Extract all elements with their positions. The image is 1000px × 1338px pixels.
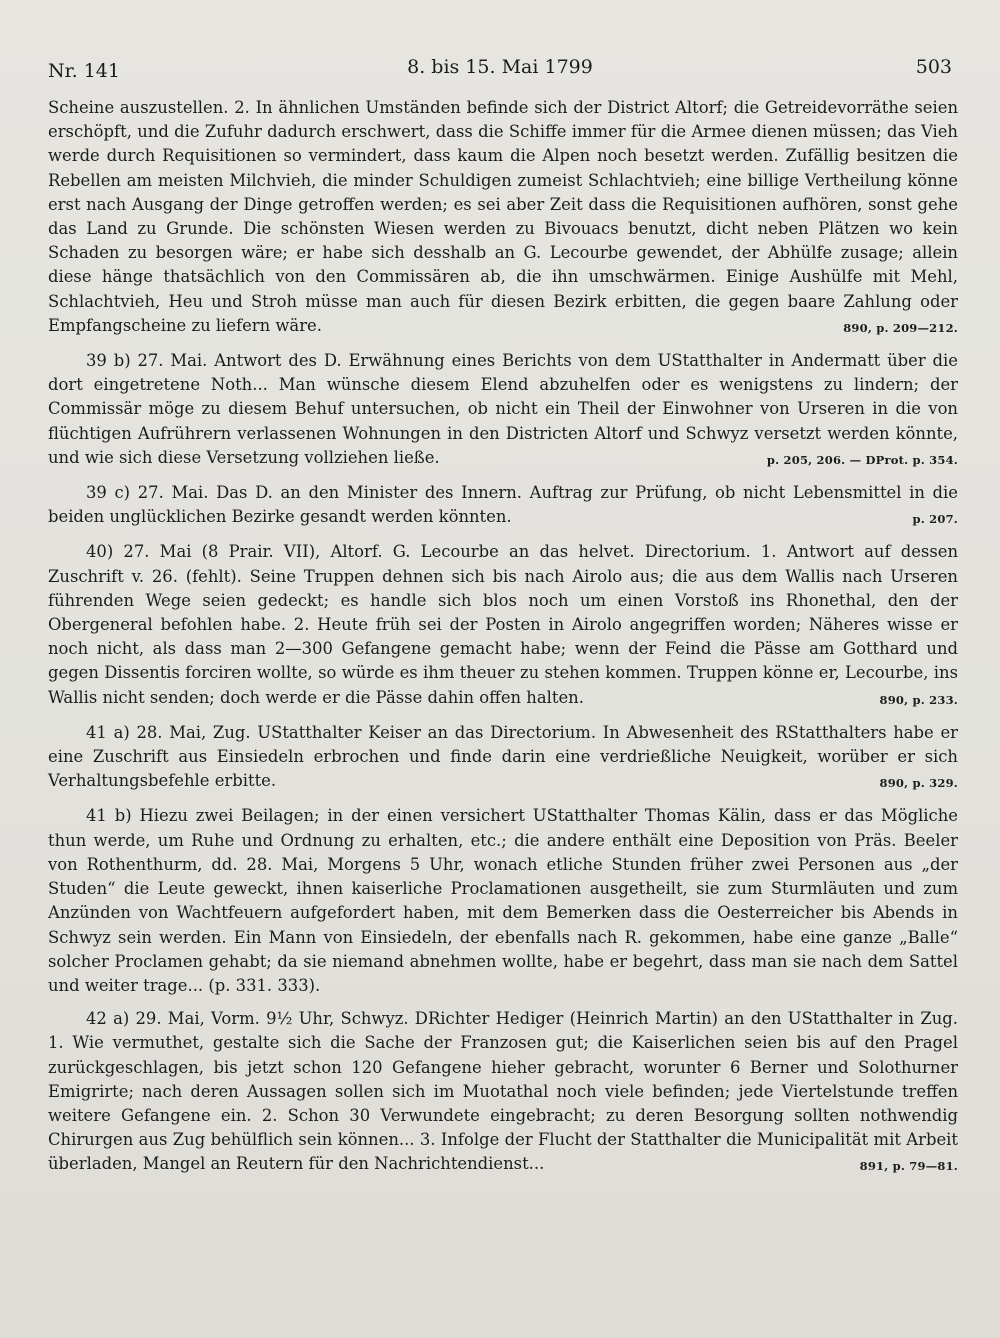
entry-42a: [48, 1007, 958, 1178]
source-reference: 890, p. 329.: [879, 776, 958, 791]
source-reference: p. 205, 206. — DProt. p. 354.: [766, 452, 958, 467]
running-header: [48, 56, 952, 86]
paragraph-text: Scheine auszustellen. 2. In ähnlichen Umständen befinde sich der District Altorf; die Getreidevorräthe seien erschöpft, und die Zufuhr dadurch erschwert, dass die Schiffe immer für die Armee dienen müssen; das Vieh werde durch Requisitionen so vermindert, dass kaum die Alpen noch besetzt werden. Zufällig besitzen die Rebellen am meisten Milchvieh, die minder Schuldigen zumeist Schlachtvieh; eine billige Vertheilung könne erst nach Ausgang der Dinge getroffen werden; es sei aber Zeit dass die Requisitionen aufhören, sonst gehe das Land zu Grunde. Die schönsten Wiesen werden zu Bivouacs benutzt, dicht neben Plätzen wo kein Schaden zu besorgen wäre; er habe sich desshalb an G. Lecourbe gewendet, der Abhülfe zusage; allein diese hänge thatsächlich von den Commissären ab, die ihn umschwärmen. Einige Aushülfe mit Mehl, Schlachtvieh, Heu und Stroh müsse man auch für diesen Bezirk erbitten, die gegen baare Zahlung oder Empfangscheine zu liefern wäre.: [48, 98, 958, 335]
entry-39b: [48, 349, 958, 472]
entry-41b: [48, 804, 958, 998]
document-number: Nr. 141: [48, 60, 120, 82]
paragraph-text: 41 b) Hiezu zwei Beilagen; in der einen versichert UStatthalter Thomas Kälin, dass er das Mögliche thun werde, um Ruhe und Ordnung zu erhalten, etc.; die andere enthält eine Deposition von Präs. Beeler von Rothenthurm, dd. 28. Mai, Morgens 5 Uhr, wonach etliche Stunden früher zwei Personen aus „der Studen“ die Leute geweckt, ihnen kaiserliche Proclamationen ausgetheilt, sie zum Sturmläuten und zum Anzünden von Wachtfeuern aufgefordert haben, mit dem Bemerken dass die Oesterreicher bis Abends in Schwyz sein werden. Ein Mann von Einsiedeln, der ebenfalls nach R. gekommen, habe eine ganze „Balle“ solcher Proclamen gehabt; da sie niemand abnehmen wollte, habe er begehrt, dass man sie nach dem Sattel und weiter trage... (p. 331. 333).: [48, 806, 958, 995]
entry-40: [48, 540, 958, 711]
paragraph-text: 39 c) 27. Mai. Das D. an den Minister des Innern. Auftrag zur Prüfung, ob nicht Lebensmittel in die beiden unglücklichen Bezirke gesandt werden könnten.: [48, 483, 958, 527]
paragraph-text: 39 b) 27. Mai. Antwort des D. Erwähnung eines Berichts von dem UStatthalter in Andermatt über die dort eingetretene Noth... Man wünsche diesem Elend abzuhelfen oder es wenigstens zu lindern; der Commissär möge zu diesem Behuf untersuchen, ob nicht ein Theil der Einwohner von Urseren in die von flüchtigen Aufrührern verlassenen Wohnungen in den Districten Altorf und Schwyz versetzt werden könnte, und wie sich diese Versetzung vollziehen ließe.: [48, 351, 958, 467]
source-reference: 891, p. 79—81.: [859, 1159, 958, 1174]
entry-39c: [48, 481, 958, 531]
entry-41a: [48, 721, 958, 796]
paragraph-text: 42 a) 29. Mai, Vorm. 9½ Uhr, Schwyz. DRichter Hediger (Heinrich Martin) an den UStatthalter in Zug. 1. Wie vermuthet, gestalte sich die Sache der Franzosen gut; die Kaiserlichen seien bis auf den Pragel zurückgeschlagen, bis jetzt schon 120 Gefangene hieher gebracht, worunter 6 Berner und Solothurner Emigrirte; nach deren Aussagen sollen sich im Muotathal noch viele befinden; jede Viertelstunde treffen weitere Gefangene ein. 2. Schon 30 Verwundete eingebracht; zu deren Besorgung sollten nothwendig Chirurgen aus Zug behülflich sein können... 3. Infolge der Flucht der Statthalter die Municipalität mit Arbeit überladen, Mangel an Reutern für den Nachrichtendienst...: [48, 1009, 958, 1174]
source-reference: 890, p. 209—212.: [843, 320, 958, 335]
date-range: 8. bis 15. Mai 1799: [407, 56, 593, 78]
paragraph-text: 41 a) 28. Mai, Zug. UStatthalter Keiser an das Directorium. In Abwesenheit des RStatthalters habe er eine Zuschrift aus Einsiedeln erbrochen und finde darin eine verdrießliche Neuigkeit, worüber er sich Verhaltungsbefehle erbitte.: [48, 722, 958, 791]
page-body: [48, 96, 958, 1188]
paragraph-text: 40) 27. Mai (8 Prair. VII), Altorf. G. Lecourbe an das helvet. Directorium. 1. Antwort auf dessen Zuschrift v. 26. (fehlt). Seine Truppen dehnen sich bis nach Airolo aus; die aus dem Wallis nach Urseren führenden Wege seien gedeckt; es handle sich blos noch um einen Vorstoß ins Rhonethal, den der Obergeneral befohlen habe. 2. Heute früh sei der Posten in Airolo angegriffen worden; Näheres wisse er noch nicht, als dass man 2—300 Gefangene gemacht habe; wenn der Feind die Pässe am Gotthard und gegen Dissentis forciren wollte, so würde es ihm theuer zu stehen kommen. Truppen könne er, Lecourbe, ins Wallis nicht senden; doch werde er die Pässe dahin offen halten.: [48, 542, 958, 707]
source-reference: p. 207.: [912, 512, 958, 527]
source-reference: 890, p. 233.: [879, 692, 958, 707]
paragraph-continuation: [48, 96, 958, 340]
page-number: 503: [915, 56, 952, 78]
